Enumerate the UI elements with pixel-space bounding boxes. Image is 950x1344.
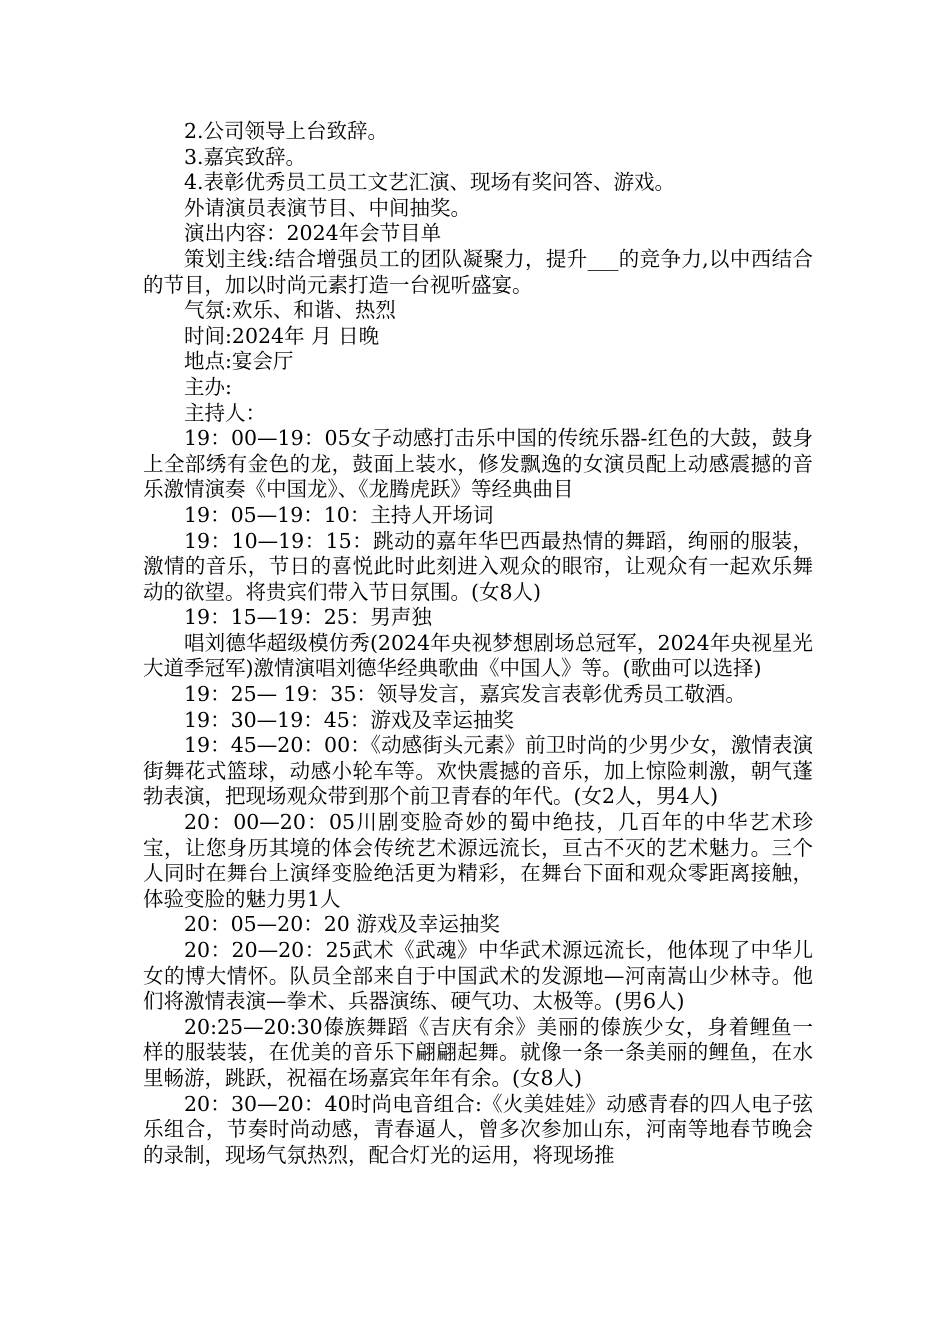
program-item: 20:25—20:30傣族舞蹈《吉庆有余》美丽的傣族少女，身着鲤鱼一样的服装装，在优美的音乐下翩翩起舞。就像一条一条美丽的鲤鱼，在水里畅游，跳跃，祝福在场嘉宾年年有余。(女8人) — [143, 1014, 813, 1090]
paragraph-awards: 4.表彰优秀员工员工文艺汇演、现场有奖问答、游戏。 — [184, 170, 676, 195]
program-item: 19：30—19：45：游戏及幸运抽奖 — [184, 707, 514, 732]
paragraph-leader-speech: 2.公司领导上台致辞。 — [184, 119, 389, 143]
paragraph-atmosphere: 气氛:欢乐、和谐、热烈 — [184, 298, 396, 323]
program-item: 19：45—20：00：《动感街头元素》前卫时尚的少男少女，激情表演街舞花式篮球，动感小轮车等。欢快震撼的音乐，加上惊险刺激，朝气蓬勃表演，把现场观众带到那个前卫青春的年代。(女2人，男4人) — [143, 733, 813, 809]
program-item: 19：00—19：05女子动感打击乐中国的传统乐器-红色的大鼓，鼓身上全部绣有金色的龙，鼓面上装水，修发飘逸的女演员配上动感震撼的音乐激情演奏《中国龙》、《龙腾虎跃》等经典曲目 — [143, 426, 813, 502]
program-item: 20：30—20：40时尚电音组合:《火美娃娃》动感青春的四人电子弦乐组合，节奏时尚动感，青春逼人，曾多次参加山东，河南等地春节晚会的录制，现场气氛热烈，配合灯光的运用，将现场推 — [143, 1091, 813, 1167]
program-item: 19：25— 19：35：领导发言，嘉宾发言表彰优秀员工敬酒。 — [184, 682, 746, 707]
paragraph-external-performers: 外请演员表演节目、中间抽奖。 — [184, 195, 471, 220]
paragraph-venue: 地点:宴会厅 — [184, 349, 294, 374]
document-body — [143, 119, 813, 1168]
program-item: 20：00—20：05川剧变脸奇妙的蜀中绝技，几百年的中华艺术珍宝，让您身历其境的体会传统艺术源远流长，亘古不灭的艺术魅力。三个人同时在舞台上演绎变脸绝活更为精彩，在舞台下面和观众零距离接触，体验变脸的魅力男1人 — [143, 810, 813, 911]
program-item: 19：10—19：15：跳动的嘉年华巴西最热情的舞蹈，绚丽的服装，激情的音乐，节日的喜悦此时此刻进入观众的眼帘，让观众有一起欢乐舞动的欲望。将贵宾们带入节日氛围。(女8人) — [143, 528, 813, 604]
paragraph-organizer: 主办: — [184, 374, 232, 399]
program-item: 19：05—19：10：主持人开场词 — [184, 502, 494, 527]
paragraph-program-title: 演出内容：2024年会节目单 — [184, 221, 442, 246]
paragraph-host: 主持人： — [184, 400, 266, 425]
program-item: 19：15—19：25：男声独 — [184, 605, 432, 630]
program-item: 20：05—20：20 游戏及幸运抽奖 — [184, 912, 500, 937]
program-item: 20：20—20：25武术《武魂》中华武术源远流长，他体现了中华儿女的博大情怀。队员全部来自于中国武术的发源地—河南嵩山少林寺。他们将激情表演—拳术、兵器演练、硬气功、太极等。(男6人) — [143, 938, 813, 1014]
paragraph-planning-theme: 策划主线:结合增强员工的团队凝聚力，提升___的竞争力,以中西结合的节目，加以时尚元素打造一台视听盛宴。 — [143, 246, 813, 297]
program-item: 唱刘德华超级模仿秀(2024年央视梦想剧场总冠军，2024年央视星光大道季冠军)激情演唱刘德华经典歌曲《中国人》等。(歌曲可以选择) — [143, 630, 813, 681]
paragraph-time: 时间:2024年 月 日晚 — [184, 323, 380, 348]
paragraph-guest-speech: 3.嘉宾致辞。 — [184, 144, 307, 169]
